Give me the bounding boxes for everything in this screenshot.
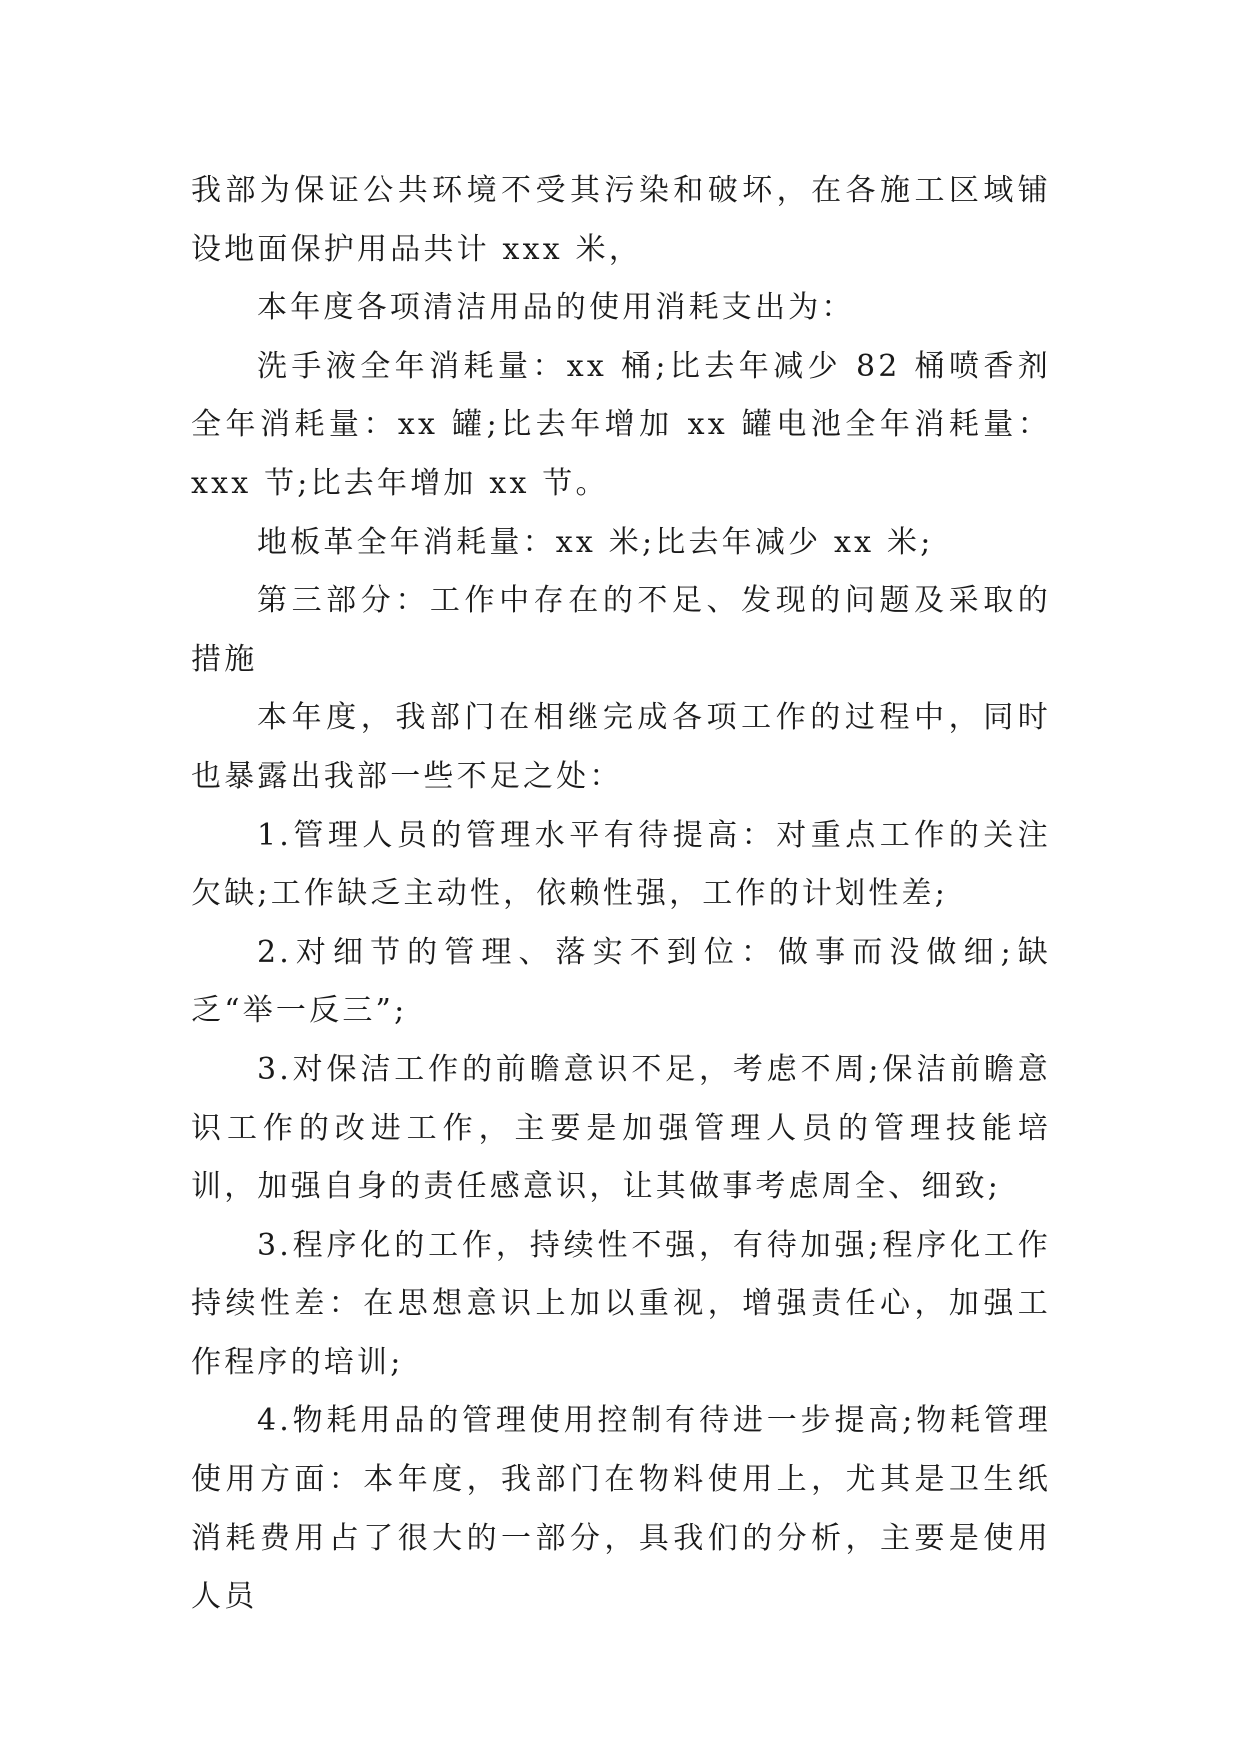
list-item-2: 2.对细节的管理、落实不到位：做事而没做细;缺乏“举一反三”;	[191, 934, 1051, 1029]
document-body	[191, 162, 1051, 1627]
paragraph-3: 洗手液全年消耗量：xx 桶;比去年减少 82 桶喷香剂全年消耗量：xx 罐;比去年增加 xx 罐电池全年消耗量：xxx 节;比去年增加 xx 节。	[191, 348, 1051, 501]
list-item-3b: 3.程序化的工作，持续性不强，有待加强;程序化工作持续性差：在思想意识上加以重视，增强责任心，加强工作程序的培训;	[191, 1227, 1051, 1380]
paragraph-2: 本年度各项清洁用品的使用消耗支出为：	[257, 290, 855, 326]
list-item-4: 4.物耗用品的管理使用控制有待进一步提高;物耗管理使用方面：本年度，我部门在物料使用上，尤其是卫生纸消耗费用占了很大的一部分，具我们的分析，主要是使用人员	[191, 1403, 1051, 1615]
list-item-3: 3.对保洁工作的前瞻意识不足，考虑不周;保洁前瞻意识工作的改进工作，主要是加强管理人员的管理技能培训，加强自身的责任感意识，让其做事考虑周全、细致;	[191, 1051, 1051, 1205]
paragraph-1: 我部为保证公共环境不受其污染和破坏，在各施工区域铺设地面保护用品共计 xxx 米，	[191, 173, 1051, 267]
paragraph-6: 本年度，我部门在相继完成各项工作的过程中，同时也暴露出我部一些不足之处：	[191, 700, 1051, 794]
section-heading: 第三部分：工作中存在的不足、发现的问题及采取的措施	[191, 583, 1051, 677]
paragraph-4: 地板革全年消耗量：xx 米;比去年减少 xx 米;	[257, 524, 934, 560]
list-item-1: 1.管理人员的管理水平有待提高：对重点工作的关注欠缺;工作缺乏主动性，依赖性强，工作的计划性差;	[191, 817, 1051, 912]
